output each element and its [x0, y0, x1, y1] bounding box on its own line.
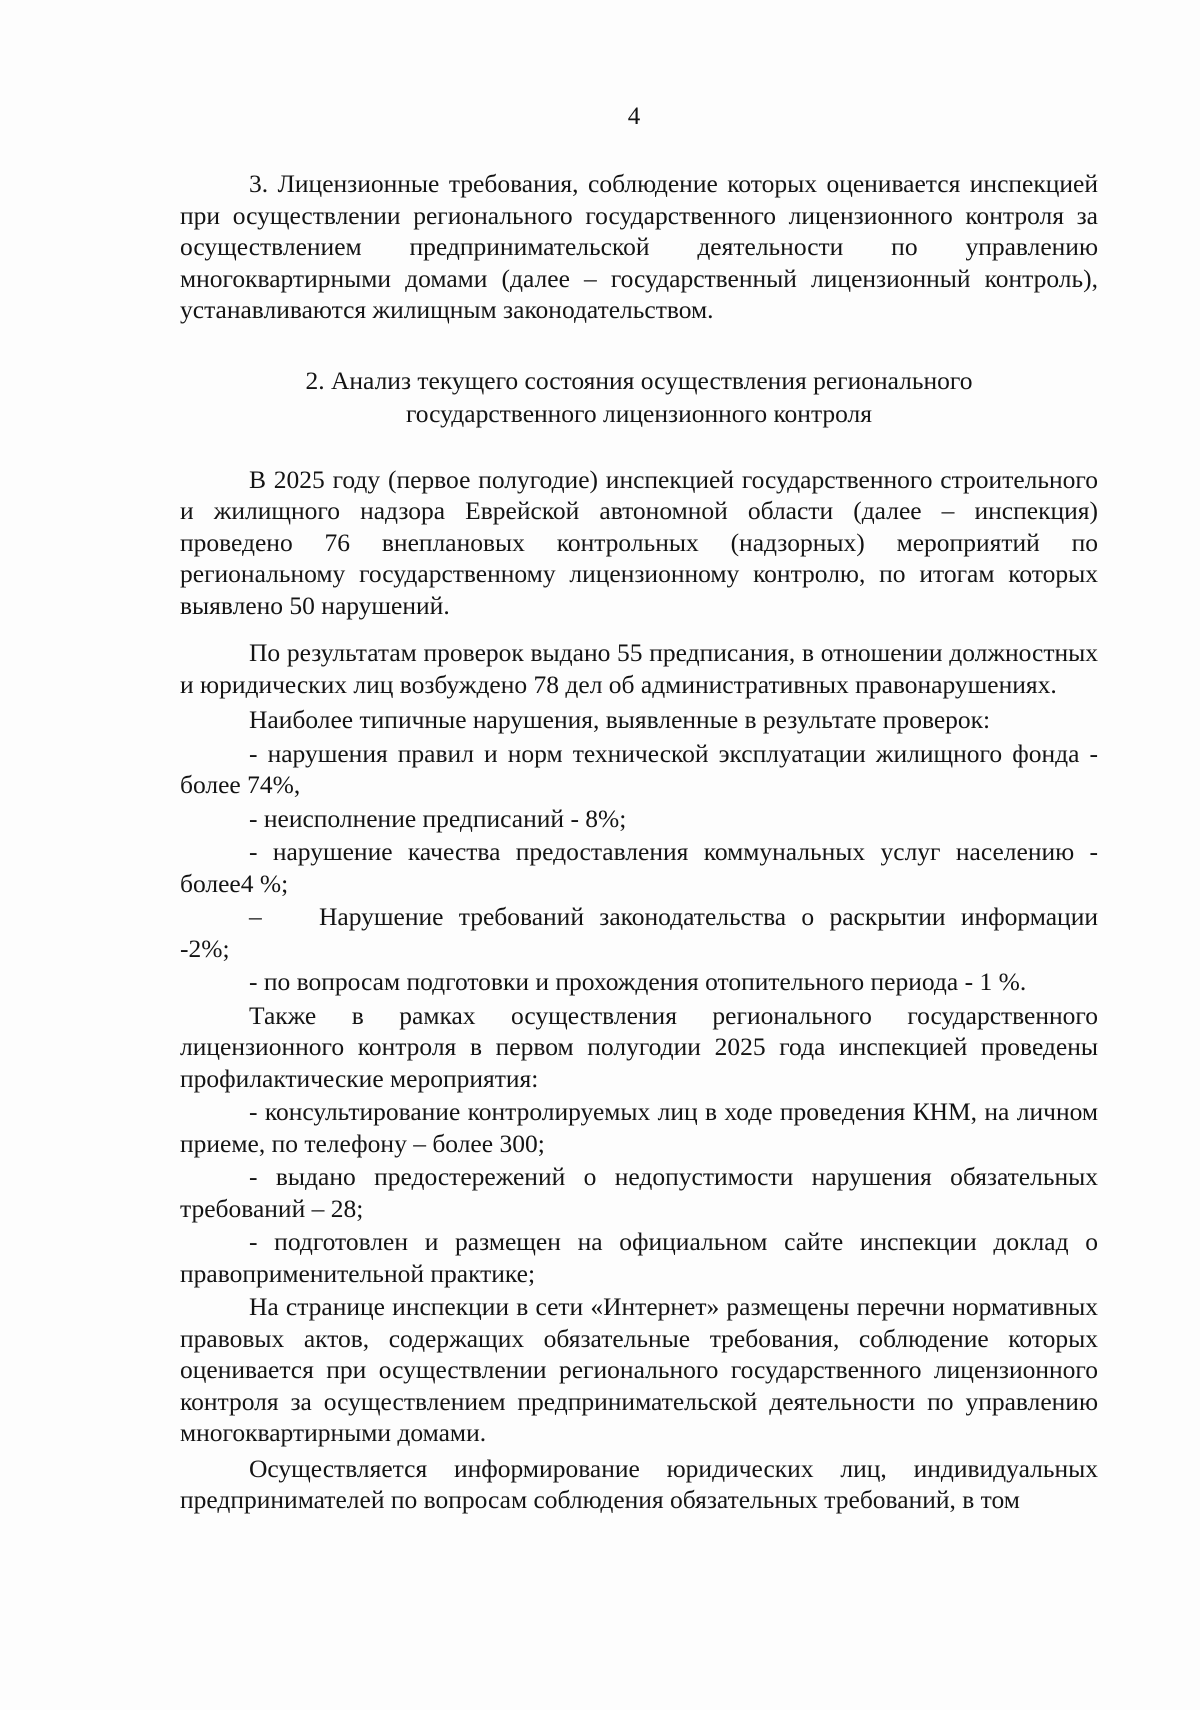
list-item-non-execution: - неисполнение предписаний - 8%;	[249, 803, 627, 833]
paragraph-internet-page: На странице инспекции в сети «Интернет» размещены перечни нормативных правовых актов, содержащих обязательные требования, соблюдение которых оценивается при осуществлении регионального государственного лицензионного контроля за осуществлением предпринимательской деятельности по управлению многоквартирными домами.	[180, 1292, 1098, 1447]
document-body	[180, 168, 1098, 1516]
list-item-disclosure-text: Нарушение требований законодательства о раскрытии информации -2%;	[180, 902, 1098, 963]
list-item-consultations: - консультирование контролируемых лиц в ходе проведения КНМ, на личном приеме, по телефону – более 300;	[180, 1097, 1098, 1158]
paragraph-inspection-results: По результатам проверок выдано 55 предписания, в отношении должностных и юридических лиц возбуждено 78 дел об административных правонарушениях.	[180, 638, 1098, 699]
paragraph-inspections-2025: В 2025 году (первое полугодие) инспекцией государственного строительного и жилищного надзора Еврейской автономной области (далее – инспекция) проведено 76 внеплановых контрольных (надзорных) мероприятий по региональному государственному лицензионному контролю, по итогам которых выявлено 50 нарушений.	[180, 464, 1098, 620]
paragraph-informing: Осуществляется информирование юридических лиц, индивидуальных предпринимателей по вопросам соблюдения обязательных требований, в том	[180, 1453, 1098, 1514]
list-item-utility-quality: - нарушение качества предоставления коммунальных услуг населению - более4 %;	[180, 837, 1098, 898]
paragraph-preventive-measures: Также в рамках осуществления регионального государственного лицензионного контроля в первом полугодии 2025 года инспекцией проведены профилактические мероприятия:	[180, 1000, 1098, 1093]
page-number: 4	[627, 103, 641, 130]
list-item-disclosure	[180, 901, 1098, 964]
list-item-heating-period: - по вопросам подготовки и прохождения отопительного периода - 1 %.	[249, 967, 1027, 996]
section-heading-line-2: государственного лицензионного контроля	[405, 398, 873, 428]
list-item-technical-operation: - нарушения правил и норм технической эксплуатации жилищного фонда - более 74%,	[180, 738, 1098, 799]
paragraph-item-3: 3. Лицензионные требования, соблюдение которых оценивается инспекцией при осуществлении регионального государственного лицензионного контроля за осуществлением предпринимательской деятельности по управлению многоквартирными домами (далее – государственный лицензионный контроль), устанавливаются жилищным законодательством.	[180, 169, 1098, 324]
paragraph-typical-violations-intro: Наиболее типичные нарушения, выявленные в результате проверок:	[249, 705, 991, 734]
section-heading-line-1: 2. Анализ текущего состояния осуществления регионального	[305, 365, 973, 395]
list-item-report: - подготовлен и размещен на официальном сайте инспекции доклад о правоприменительной практике;	[180, 1227, 1098, 1288]
list-item-warnings: - выдано предостережений о недопустимости нарушения обязательных требований – 28;	[180, 1162, 1098, 1223]
section-heading	[180, 364, 1098, 430]
list-dash: –	[249, 902, 262, 931]
